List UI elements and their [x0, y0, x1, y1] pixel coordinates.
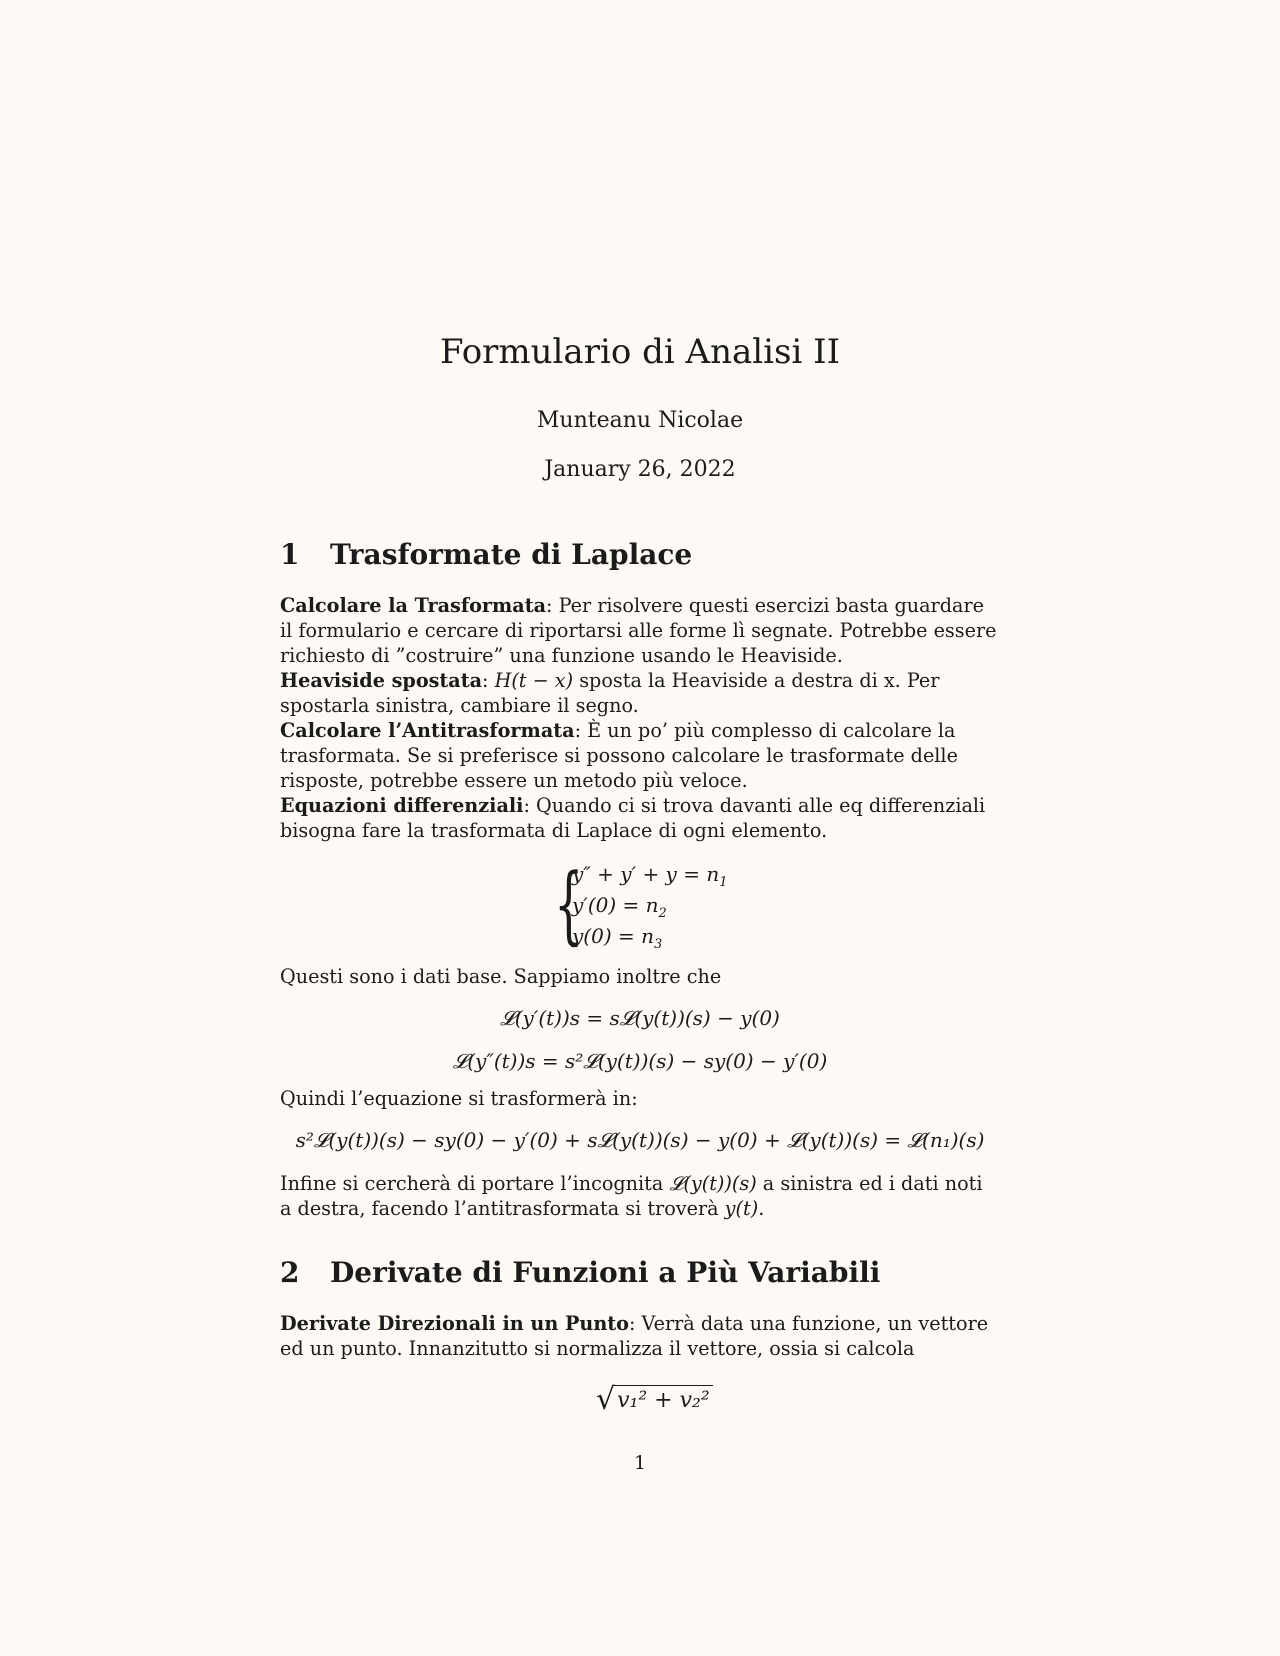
paragraph-label: Calcolare la Trasformata: [280, 594, 547, 617]
inline-math: 𝓛(y(t))(s): [669, 1172, 757, 1195]
paragraph-text: : Per risolvere questi esercizi basta guardare il formulario e cercare di riportarsi alle forme lì segnate. Potrebbe essere richiesto di ”costruire” una funzione usando le Heaviside.: [280, 594, 997, 667]
system-line: $y'' + y' + y = n_1$: [572, 862, 728, 890]
paragraph-quindi: Quindi l’equazione si trasformerà in:: [280, 1087, 638, 1110]
paragraph-label: Heaviside spostata: [280, 669, 483, 692]
paragraph-text: sposta la Heaviside a destra di x. Per spostarla sinistra, cambiare il segno.: [280, 669, 940, 717]
paragraph-dati-base: Questi sono i dati base. Sappiamo inoltre che: [280, 965, 722, 988]
paragraph-label: Calcolare l’Antitrasformata: [280, 719, 575, 742]
sqrt-expression: √v₁² + v₂²: [596, 1382, 713, 1417]
paragraph-text: : È un po’ più complesso di calcolare la trasformata. Se si preferisce si possono calcolare le trasformate delle risposte, potrebbe essere un metodo più veloce.: [280, 719, 958, 792]
paragraph-derivate-direzionali: [280, 1311, 1000, 1361]
document-author: Munteanu Nicolae: [536, 408, 744, 433]
radical-sign: √: [596, 1382, 616, 1417]
paragraph-calcolare-trasformata: Calcolare la Trasformata: Per risolvere questi esercizi basta guardare il formulario e cercare di riportarsi alle forme lì segnate. Potrebbe essere richiesto di ”costruire” una funzione usando le Heaviside. Heaviside spostata: H(t − x) sposta la Heaviside a destra di x. Per spostarla sinistra, cambiare il segno. Calcolare l’Antitrasformata: È un po’ più complesso di calcolare la trasformata. Se si preferisce si possono calcolare le trasformate delle risposte, potrebbe essere un metodo più veloce. Equazioni differenziali: Quando ci si trova davanti alle eq differenziali bisogna fare la trasformata di Laplace di ogni elemento.: [280, 594, 997, 842]
equation-laplace-first-derivative: 𝓛(y′(t))s = s𝓛(y(t))(s) − y(0): [500, 1006, 780, 1030]
inline-math: y(t): [724, 1197, 759, 1220]
section-1-heading: [280, 538, 692, 571]
paragraph-text: : Quando ci si trova davanti alle eq differenziali bisogna fare la trasformata di Laplace di ogni elemento.: [280, 794, 986, 842]
equation-laplace-second-derivative: 𝓛(y″(t))s = s²𝓛(y(t))(s) − sy(0) − y′(0): [452, 1049, 828, 1073]
paragraph-infine: Infine si cercherà di portare l’incognita 𝓛(y(t))(s) a sinistra ed i dati noti a destra, facendo l’antitrasformata si troverà y(t).: [280, 1172, 983, 1220]
section-number: 2: [280, 1256, 300, 1289]
section-number: 1: [280, 538, 300, 571]
paragraph-text: : Verrà data una funzione, un vettore ed un punto. Innanzitutto si normalizza il vettore, ossia si calcola: [280, 1312, 989, 1360]
document-title: Formulario di Analisi II: [439, 332, 841, 372]
section-title: Derivate di Funzioni a Più Variabili: [330, 1256, 881, 1289]
system-line: $y(0) = n_3$: [572, 924, 663, 952]
section-2-heading: [280, 1256, 880, 1289]
inline-math: H(t − x): [494, 669, 574, 692]
left-brace: {: [554, 855, 584, 953]
paragraph-label: Derivate Direzionali in un Punto: [280, 1312, 629, 1335]
equation-transformed: s²𝓛(y(t))(s) − sy(0) − y′(0) + s𝓛(y(t))(s) − y(0) + 𝓛(y(t))(s) = 𝓛(n₁)(s): [295, 1128, 985, 1152]
system-line: $y'(0) = n_2$: [572, 893, 667, 921]
document-date: January 26, 2022: [544, 457, 736, 482]
paragraph-label: Equazioni differenziali: [280, 794, 524, 817]
page-number: 1: [633, 1452, 647, 1474]
section-title: Trasformate di Laplace: [330, 538, 693, 571]
equation-system: [554, 855, 754, 953]
